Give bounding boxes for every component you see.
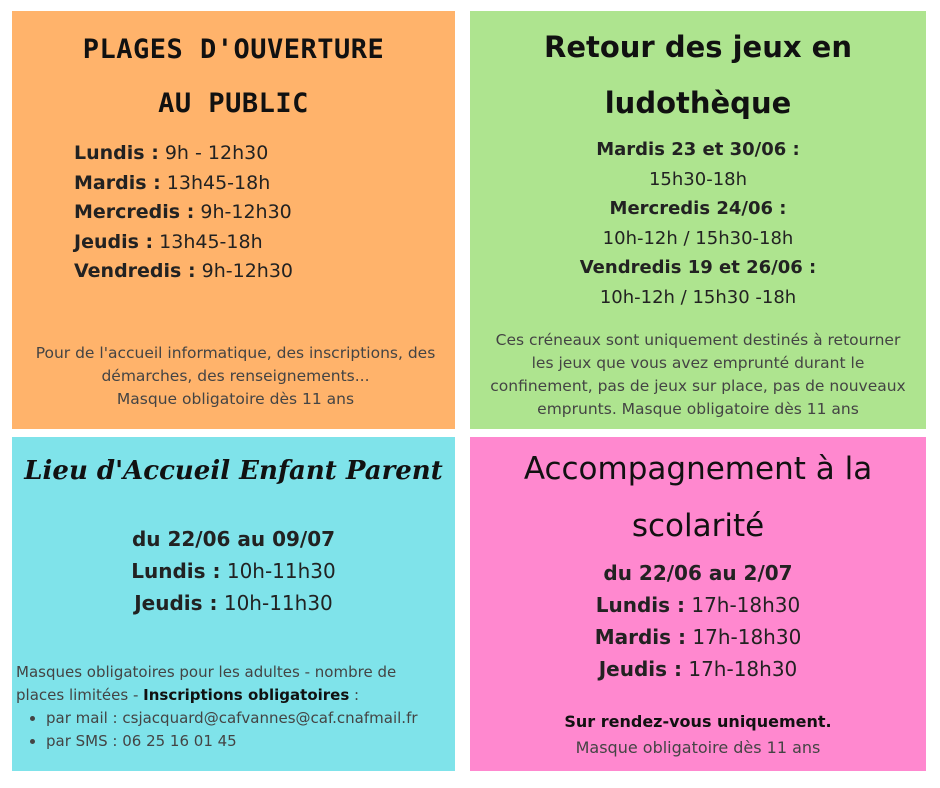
schedule-row: Mardis : 13h45-18h: [74, 171, 271, 194]
schedule-row: Lundis : 10h-11h30: [131, 559, 336, 583]
game-return-note: Ces créneaux sont uniquement destinés à retourner les jeux que vous avez emprunté durant le confinement, pas de jeux sur place, pas de nouveaux emprunts. Masque obligatoire dès 11 ans: [490, 331, 906, 418]
school-support-schedule: [470, 557, 926, 685]
schedule-row: Vendredis : 9h-12h30: [74, 260, 293, 282]
schedule-row: Jeudis : 10h-11h30: [134, 591, 333, 615]
contact-list: [16, 707, 445, 753]
laep-period: du 22/06 au 09/07: [131, 527, 336, 551]
school-support-period: du 22/06 au 2/07: [603, 561, 793, 585]
school-support-panel: [470, 437, 926, 771]
opening-hours-note: Pour de l'accueil informatique, des inscriptions, des démarches, des renseignements... Masque obligatoire dès 11 ans: [35, 344, 436, 408]
school-support-title: Accompagnement à la scolarité: [523, 451, 873, 544]
opening-hours-title: PLAGES D'OUVERTURE AU PUBLIC: [82, 34, 385, 119]
schedule-row: Lundis : 9h - 12h30: [74, 142, 269, 164]
laep-schedule: [12, 523, 455, 619]
schedule-row: Mercredis : 9h-12h30: [74, 201, 292, 223]
laep-title: Lieu d'Accueil Enfant Parent: [24, 456, 443, 486]
school-support-note: Sur rendez-vous uniquement. Masque obligatoire dès 11 ans: [564, 712, 832, 757]
opening-hours-schedule: [74, 139, 293, 287]
opening-hours-panel: [12, 11, 455, 429]
laep-panel: [12, 437, 455, 771]
schedule-row: Mardis : 17h-18h30: [594, 625, 802, 649]
game-return-panel: [470, 11, 926, 429]
contact-sms: • par SMS : 06 25 16 01 45: [46, 730, 445, 753]
schedule-row: Jeudis : 17h-18h30: [598, 657, 798, 681]
schedule-row: Lundis : 17h-18h30: [595, 593, 801, 617]
contact-email: • par mail : csjacquard@cafvannes@caf.cnafmail.fr: [46, 707, 445, 730]
laep-note: Masques obligatoires pour les adultes - nombre de places limitées - Inscriptions obligatoires : • par mail : csjacquard@cafvannes@caf.cnafmail.fr • par SMS : 06 25 16 01 45: [16, 661, 445, 753]
schedule-row: Jeudis : 13h45-18h: [74, 230, 263, 253]
game-return-title: Retour des jeux en ludothèque: [544, 30, 852, 120]
game-return-schedule: Mardis 23 et 30/06 : 15h30-18h Mercredis 24/06 : 10h-12h / 15h30-18h Vendredis 19 et 26/06 : 10h-12h / 15h30 -18h: [579, 139, 817, 308]
